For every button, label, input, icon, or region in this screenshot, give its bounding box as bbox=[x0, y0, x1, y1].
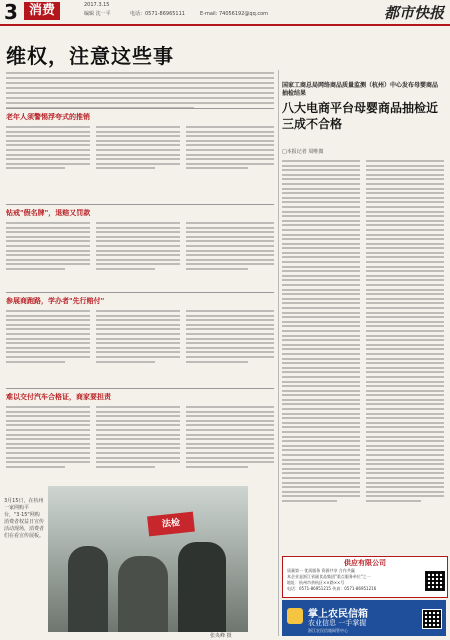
ad-title: 供应有限公司 bbox=[344, 559, 386, 567]
subhead-car-certificate: 难以交付汽车合格证，商家要担责 bbox=[6, 393, 111, 401]
subhead-elderly: 老年人须警惕浮夸式的推销 bbox=[6, 113, 90, 121]
article-column bbox=[186, 406, 274, 470]
right-headline: 八大电商平台母婴商品抽检近三成不合格 bbox=[282, 101, 439, 131]
section-divider bbox=[6, 292, 274, 293]
photo-sign: 法检 bbox=[147, 512, 195, 537]
main-headline: 维权，注意这些事 bbox=[6, 44, 174, 68]
app-logo-icon bbox=[287, 608, 303, 624]
column-divider bbox=[278, 70, 279, 636]
article-column bbox=[186, 222, 274, 273]
app-ad-footer: 浙江农民信箱网管中心 bbox=[308, 628, 348, 633]
article-column bbox=[96, 126, 180, 172]
article-column bbox=[6, 222, 90, 273]
qr-code-icon bbox=[422, 609, 442, 629]
email: E-mail: 74056192@qq.com bbox=[200, 11, 269, 17]
article-column bbox=[366, 160, 444, 505]
subhead-exhibitor: 参展商跑路，学办者"先行赔付" bbox=[6, 297, 105, 305]
article-column bbox=[282, 160, 360, 505]
section-divider bbox=[6, 108, 274, 109]
ad-line: 质量第一 优质服务 资源共享 合作共赢 bbox=[287, 568, 355, 573]
news-photo bbox=[48, 486, 248, 632]
app-ad-subtitle: 农业信息 一手掌握 bbox=[308, 619, 367, 627]
article-column bbox=[96, 310, 180, 365]
photo-credit: 张央峰 摄 bbox=[210, 633, 232, 639]
article-column bbox=[186, 126, 274, 172]
masthead-logo: 都市快报 bbox=[383, 4, 444, 22]
article-column bbox=[96, 222, 180, 273]
phone: 电话：0571-86965111 bbox=[130, 11, 185, 17]
page-header bbox=[0, 0, 450, 26]
section-label: 消费 bbox=[24, 2, 60, 20]
ad-line: 地址：杭州市余杭区××路××号 bbox=[287, 580, 345, 585]
article-column bbox=[6, 310, 90, 365]
farmer-mailbox-ad bbox=[282, 600, 446, 636]
lead-paragraph bbox=[6, 72, 274, 112]
subhead-diamond: 钻戒"假名牌"，退赔又罚款 bbox=[6, 209, 91, 217]
article-column bbox=[96, 406, 180, 470]
ad-line: 电话：0571-86951215 传真：0571-86951216 bbox=[287, 586, 377, 591]
issue-date: 2017.3.15 bbox=[84, 2, 110, 8]
ad-line: 本企业是浙江省副食品集团"重点服务单位"之一 bbox=[287, 574, 371, 579]
section-divider bbox=[6, 204, 274, 205]
page-number: 3 bbox=[4, 0, 18, 24]
photo-caption: 3月15日，在杭州一家网购平台，"3·15"网购消费者权益日宣传活动现场，消费者们在看宣传展板。 bbox=[4, 498, 45, 539]
section-divider bbox=[6, 388, 274, 389]
right-kicker: 国家工商总局网络商品质量监测（杭州）中心发布母婴商品抽检结果 bbox=[282, 82, 439, 97]
article-column bbox=[186, 310, 274, 365]
qr-code-icon bbox=[425, 571, 445, 591]
article-column bbox=[6, 126, 90, 172]
supply-company-ad bbox=[282, 556, 448, 598]
article-column bbox=[6, 406, 90, 470]
reporter-byline: □本报记者 周唯微 bbox=[282, 149, 324, 155]
app-ad-title: 掌上农民信箱 bbox=[308, 609, 368, 620]
editor: 编辑 沈一平 bbox=[84, 11, 111, 17]
